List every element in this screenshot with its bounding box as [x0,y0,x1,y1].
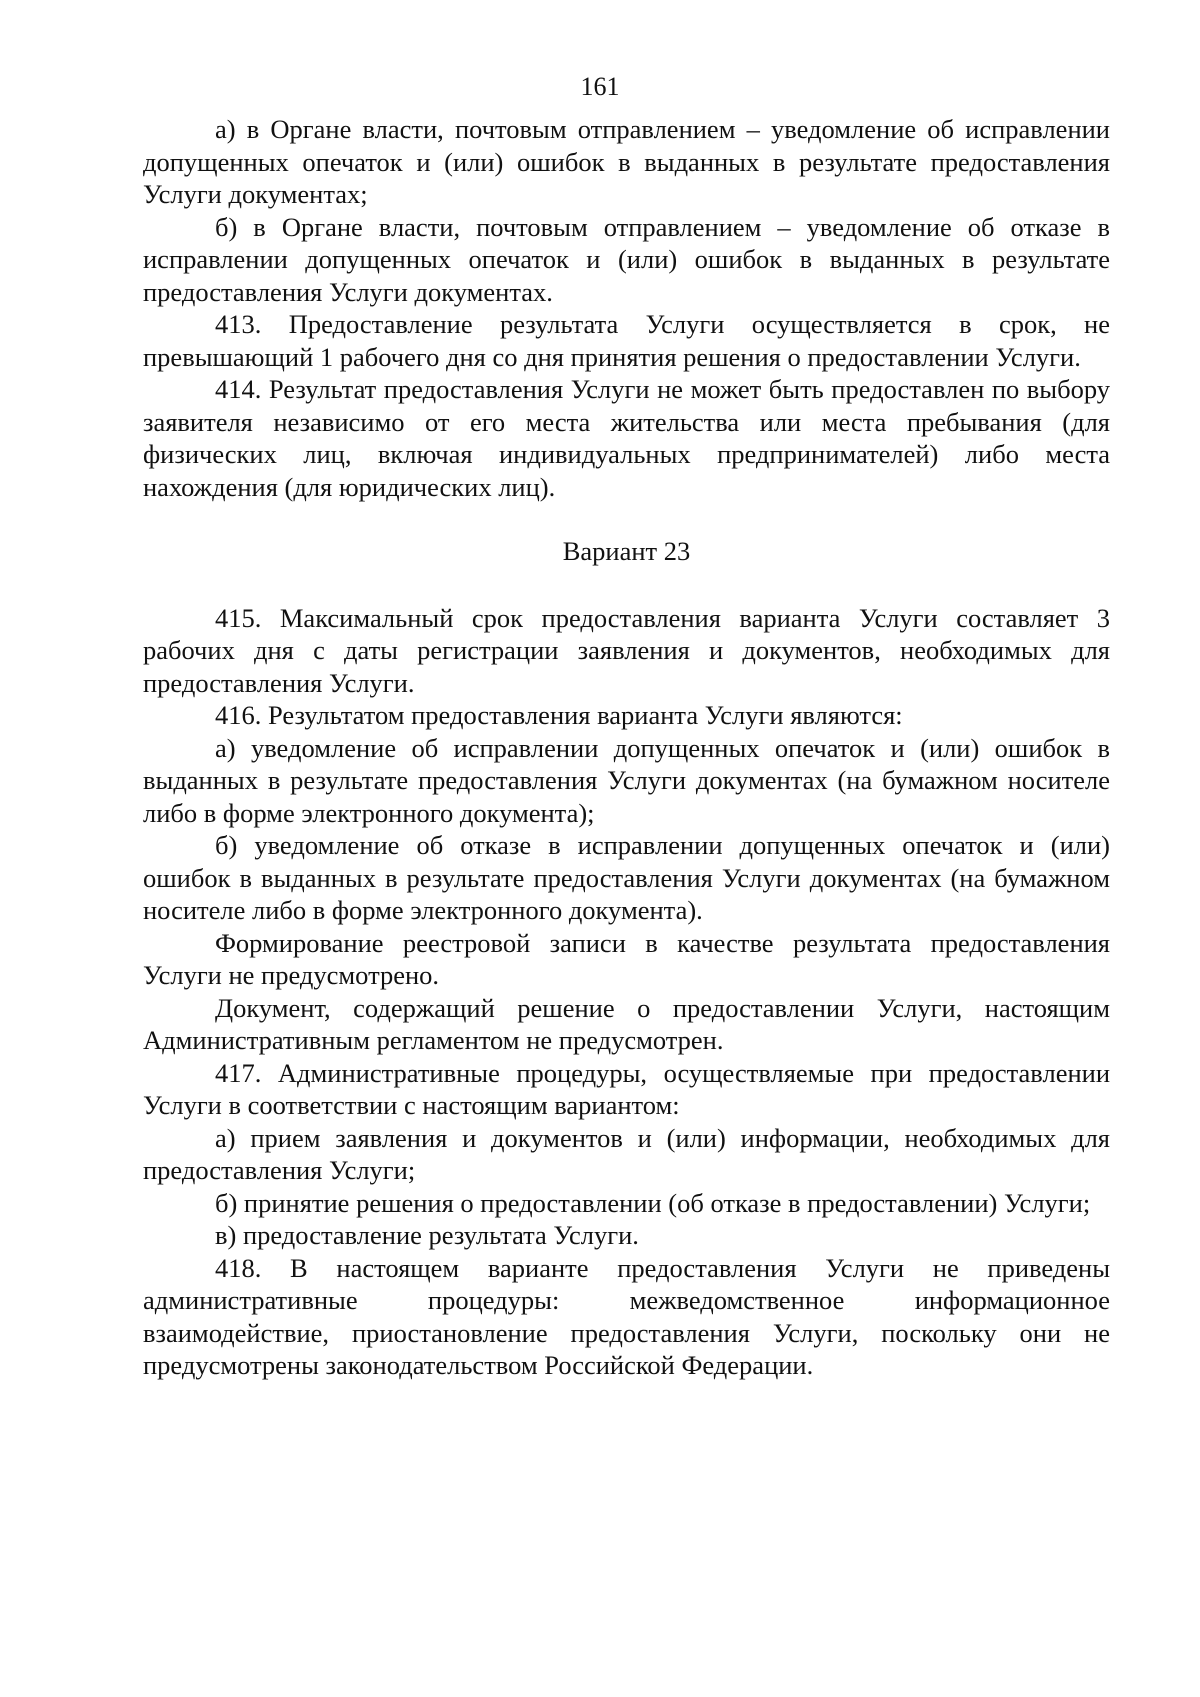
paragraph-registry-record: Формирование реестровой записи в качестве результата предоставления Услуги не предусмотрено. [143,927,1110,990]
paragraph-417: 417. Административные процедуры, осуществляемые при предоставлении Услуги в соответствии с настоящим вариантом: [143,1057,1110,1120]
paragraph-416: 416. Результатом предоставления варианта Услуги являются: [215,700,903,730]
paragraph-417-b: б) принятие решения о предоставлении (об отказе в предоставлении) Услуги; [215,1187,1091,1218]
page-number: 161 [580,72,620,101]
section-heading: Вариант 23 [562,536,691,566]
document-body [143,113,1110,1382]
paragraph-418: 418. В настоящем варианте предоставления Услуги не приведены административные процедуры: межведомственное информационное взаимодействие, приостановление предоставления Услуги, поскольку они не предусмотрены законодательством Российской Федерации. [143,1252,1110,1380]
paragraph-a-notice-correction: а) в Органе власти, почтовым отправлением – уведомление об исправлении допущенных опечаток и (или) ошибок в выданных в результате предоставления Услуги документах; [143,114,1110,209]
paragraph-414: 414. Результат предоставления Услуги не может быть предоставлен по выбору заявителя независимо от его места жительства или места пребывания (для физических лиц, включая индивидуальных предпринимателей) либо места нахождения (для юридических лиц). [143,374,1110,502]
paragraph-417-c: в) предоставление результата Услуги. [215,1220,639,1250]
paragraph-413: 413. Предоставление результата Услуги осуществляется в срок, не превышающий 1 рабочего дня со дня принятия решения о предоставлении Услуги. [143,309,1110,372]
paragraph-416-a: а) уведомление об исправлении допущенных опечаток и (или) ошибок в выданных в результате предоставления Услуги документах (на бумажном носителе либо в форме электронного документа); [143,732,1110,828]
paragraph-416-b: б) уведомление об отказе в исправлении допущенных опечаток и (или) ошибок в выданных в результате предоставления Услуги документах (на бумажном носителе либо в форме электронного документа). [143,830,1110,925]
paragraph-decision-document: Документ, содержащий решение о предоставлении Услуги, настоящим Административным регламентом не предусмотрен. [143,992,1110,1055]
paragraph-417-a: а) прием заявления и документов и (или) информации, необходимых для предоставления Услуги; [143,1122,1110,1185]
paragraph-415: 415. Максимальный срок предоставления варианта Услуги составляет 3 рабочих дня с даты регистрации заявления и документов, необходимых для предоставления Услуги. [143,602,1110,698]
paragraph-b-notice-refusal: б) в Органе власти, почтовым отправлением – уведомление об отказе в исправлении допущенных опечаток и (или) ошибок в выданных в результате предоставления Услуги документах. [143,211,1110,307]
